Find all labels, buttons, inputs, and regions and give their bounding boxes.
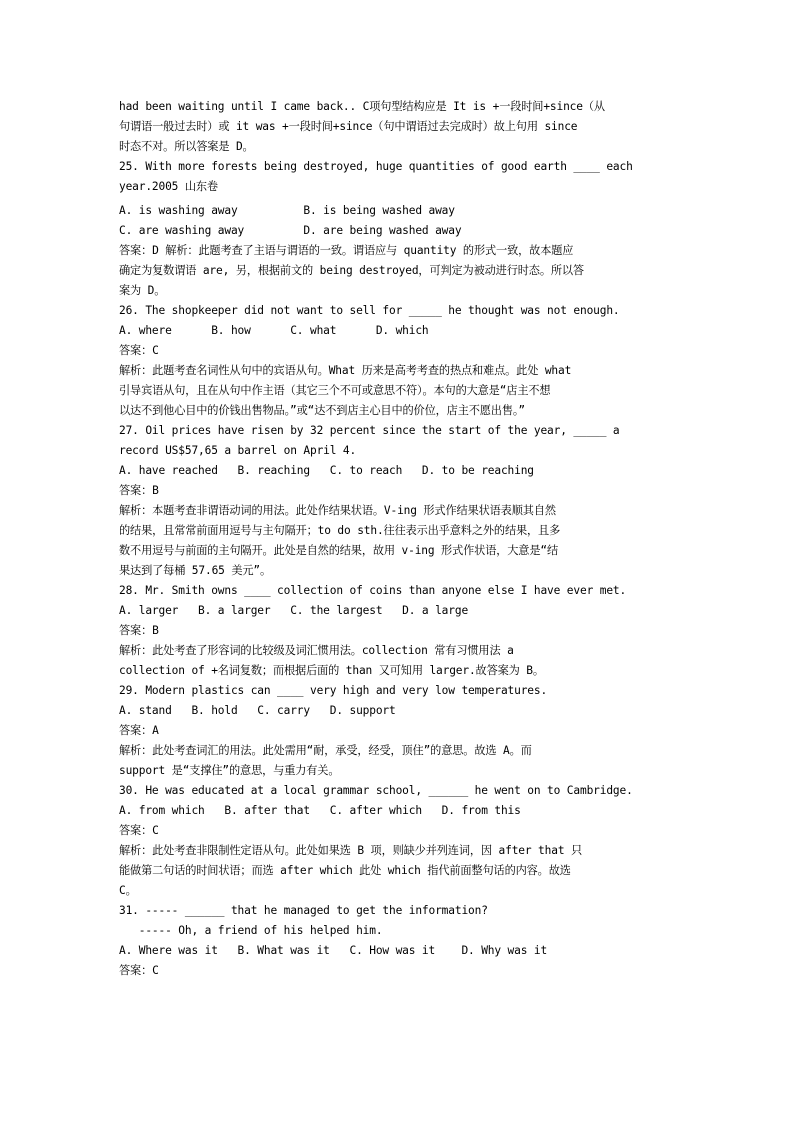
question-stem: 29. Modern plastics can ____ very high and very low temperatures.	[119, 684, 548, 697]
answer-text: support 是“支撑住”的意思，与重力有关。	[119, 764, 340, 777]
question-stem: 27. Oil prices have risen by 32 percent since the start of the year, _____ a	[119, 424, 620, 437]
intro-block	[119, 97, 679, 157]
answer-text: 解析：本题考查非谓语动词的用法。此处作结果状语。V-ing 形式作结果状语表顺其自然	[119, 504, 556, 517]
question-stem: 26. The shopkeeper did not want to sell for _____ he thought was not enough.	[119, 304, 620, 317]
answer-text: 答案：B	[119, 624, 159, 637]
question-stem: 28. Mr. Smith owns ____ collection of coins than anyone else I have ever met.	[119, 584, 627, 597]
question-options: A. have reached B. reaching C. to reach D. to be reaching	[119, 464, 534, 477]
question-27	[119, 421, 679, 581]
answer-text: 以达不到他心目中的价钱出售物品。”或“达不到店主心目中的价位，店主不愿出售。”	[119, 404, 525, 417]
question-29	[119, 681, 679, 781]
question-25	[119, 157, 679, 301]
answer-text: 果达到了每桶 57.65 美元”。	[119, 564, 272, 577]
text-line: 时态不对。所以答案是 D。	[119, 140, 254, 153]
question-stem: 25. With more forests being destroyed, huge quantities of good earth ____ each	[119, 160, 633, 173]
answer-text: 解析：此处考查了形容词的比较级及词汇惯用法。collection 常有习惯用法 a	[119, 644, 514, 657]
question-26	[119, 301, 679, 421]
answer-text: 答案：B	[119, 484, 159, 497]
text-line: had been waiting until I came back.. C项句型结构应是 It is +一段时间+since（从	[119, 100, 605, 113]
answer-text: 数不用逗号与前面的主句隔开。此处是自然的结果，故用 v-ing 形式作状语，大意是“结	[119, 544, 558, 557]
question-options: A. larger B. a larger C. the largest D. a large	[119, 604, 469, 617]
question-28	[119, 581, 679, 681]
answer-text: 答案：C	[119, 344, 159, 357]
question-options: A. stand B. hold C. carry D. support	[119, 704, 396, 717]
answer-text: 确定为复数谓语 are, 另，根据前文的 being destroyed，可判定为被动进行时态。所以答	[119, 264, 584, 277]
question-stem: ----- Oh, a friend of his helped him.	[119, 924, 383, 937]
answer-text: 能做第二句话的时间状语；而选 after which 此处 which 指代前面整句话的内容。故选	[119, 864, 571, 877]
answer-text: 解析：此处考查词汇的用法。此处需用“耐，承受，经受，顶住”的意思。故选 A。而	[119, 744, 532, 757]
answer-text: 解析：此题考查名词性从句中的宾语从句。What 历来是高考考查的热点和难点。此处 what	[119, 364, 572, 377]
answer-text: 案为 D。	[119, 284, 166, 297]
question-30	[119, 781, 679, 901]
answer-text: 解析：此处考查非限制性定语从句。此处如果选 B 项，则缺少并列连词，因 after that 只	[119, 844, 583, 857]
answer-text: C。	[119, 884, 137, 897]
answer-text: collection of +名词复数；而根据后面的 than 又可知用 larger.故答案为 B。	[119, 664, 544, 677]
question-options: A. Where was it B. What was it C. How was it D. Why was it	[119, 944, 548, 957]
question-stem: record US$57,65 a barrel on April 4.	[119, 444, 357, 457]
answer-text: 引导宾语从句，且在从句中作主语（其它三个不可或意思不符）。本句的大意是“店主不想	[119, 384, 551, 397]
answer-text: 答案：C	[119, 964, 159, 977]
answer-text: 答案：D 解析：此题考查了主语与谓语的一致。谓语应与 quantity 的形式一致，故本题应	[119, 244, 574, 257]
question-31	[119, 901, 679, 981]
question-stem: 31. ----- ______ that he managed to get the information?	[119, 904, 488, 917]
question-stem: 30. He was educated at a local grammar school, ______ he went on to Cambridge.	[119, 784, 633, 797]
question-stem: year.2005 山东卷	[119, 180, 218, 193]
document-page	[119, 97, 679, 981]
answer-text: 的结果，且常常前面用逗号与主句隔开；to do sth.往往表示出乎意料之外的结果，且多	[119, 524, 561, 537]
question-options: A. is washing away B. is being washed away	[119, 204, 455, 217]
answer-text: 答案：C	[119, 824, 159, 837]
question-options: C. are washing away D. are being washed away	[119, 224, 462, 237]
question-options: A. where B. how C. what D. which	[119, 324, 429, 337]
text-line: 句谓语一般过去时）或 it was +一段时间+since（句中谓语过去完成时）故上句用 since	[119, 120, 578, 133]
answer-text: 答案：A	[119, 724, 159, 737]
question-options: A. from which B. after that C. after which D. from this	[119, 804, 521, 817]
